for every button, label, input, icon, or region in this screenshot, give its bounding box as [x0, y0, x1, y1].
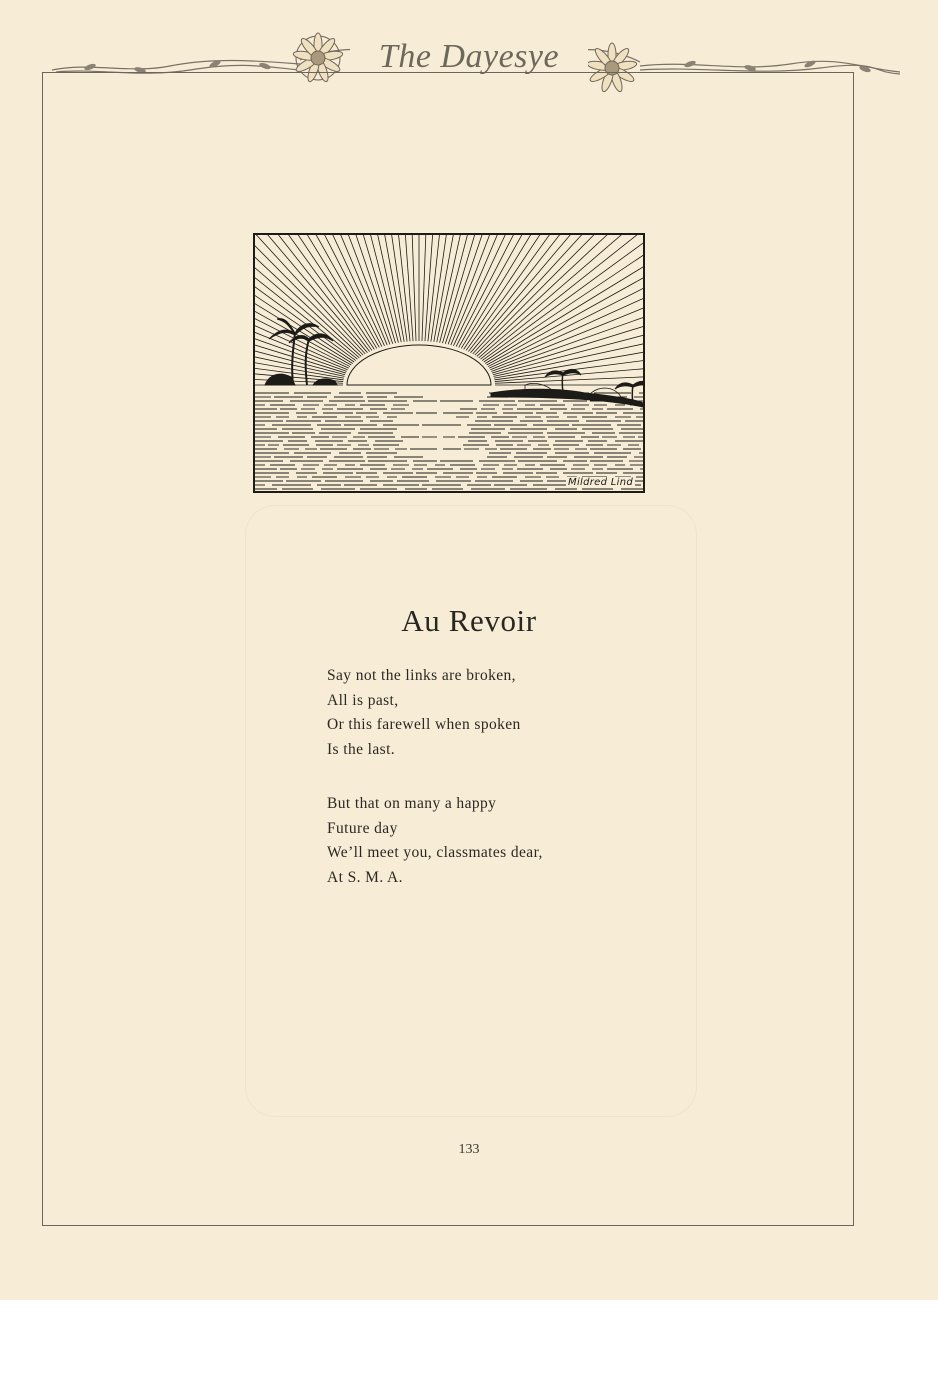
- poem-line: Future day: [327, 819, 398, 837]
- poem-stanza: [327, 792, 687, 890]
- poem-line: We’ll meet you, classmates dear,: [327, 844, 543, 861]
- poem-line: Say not the links are broken,: [327, 667, 516, 684]
- bottom-margin: [0, 1300, 938, 1390]
- poem-line: Is the last.: [327, 740, 396, 758]
- poem-stanza: [327, 664, 687, 762]
- poem-title: Au Revoir: [401, 603, 537, 638]
- sun-icon: [347, 345, 491, 385]
- poem-line: At S. M. A.: [327, 868, 403, 886]
- sunset-over-water-illustration: [253, 233, 645, 493]
- poem-line: But that on many a happy: [327, 795, 497, 812]
- running-header-title: The Dayesye: [350, 38, 588, 76]
- poem-line: All is past,: [327, 691, 399, 709]
- page-number: 133: [458, 1142, 480, 1157]
- sunset-rays-drawing: [255, 235, 643, 491]
- artist-signature: Mildred Lind: [568, 477, 633, 488]
- poem-line: Or this farewell when spoken: [327, 716, 521, 733]
